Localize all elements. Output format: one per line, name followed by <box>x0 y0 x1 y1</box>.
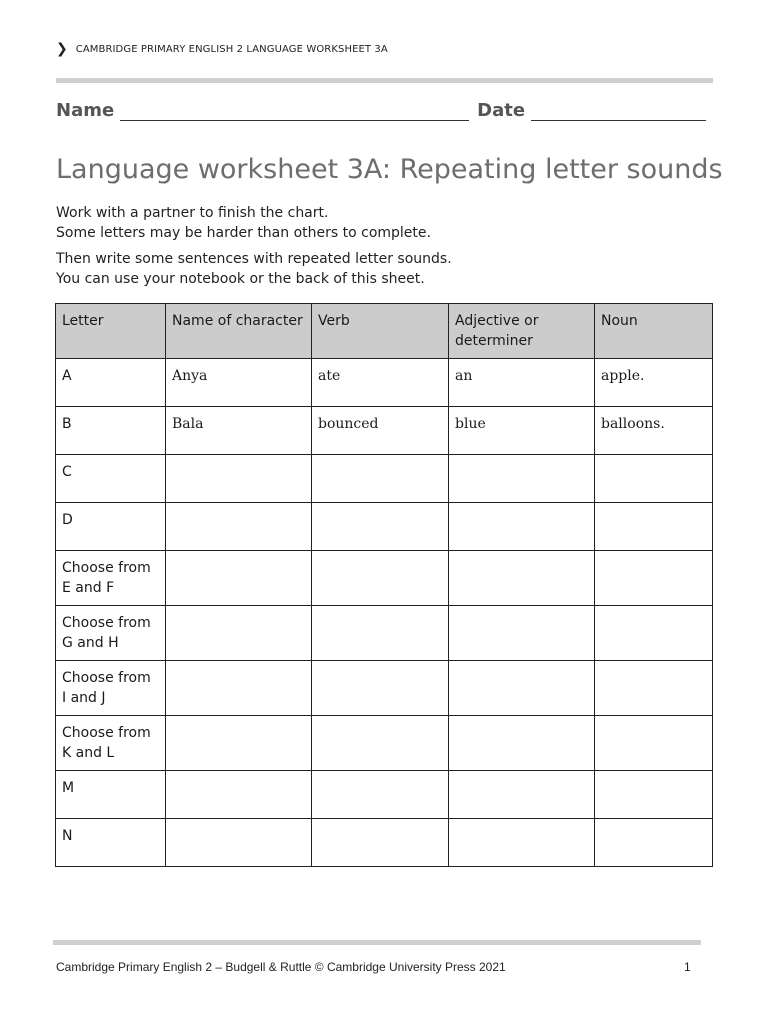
adjective-cell[interactable] <box>449 819 595 867</box>
character-cell[interactable] <box>166 716 312 771</box>
page-number: 1 <box>684 960 691 974</box>
character-cell[interactable] <box>166 771 312 819</box>
verb-cell[interactable] <box>312 606 449 661</box>
noun-cell[interactable] <box>595 771 713 819</box>
character-cell[interactable]: Anya <box>166 359 312 407</box>
letter-cell: Choose from K and L <box>56 716 166 771</box>
name-label: Name <box>56 100 115 121</box>
table-row <box>56 407 713 455</box>
table-header-row <box>56 304 713 359</box>
verb-cell[interactable] <box>312 819 449 867</box>
letter-cell: B <box>56 407 166 455</box>
table-row <box>56 716 713 771</box>
table-row <box>56 606 713 661</box>
table-row <box>56 771 713 819</box>
letter-cell: D <box>56 503 166 551</box>
noun-cell[interactable] <box>595 503 713 551</box>
table-row <box>56 819 713 867</box>
adjective-cell[interactable]: an <box>449 359 595 407</box>
verb-cell[interactable] <box>312 503 449 551</box>
name-field[interactable] <box>120 102 469 121</box>
series-title: CAMBRIDGE PRIMARY ENGLISH 2 LANGUAGE WORKSHEET 3A <box>75 43 388 55</box>
date-label: Date <box>477 100 526 121</box>
character-cell[interactable]: Bala <box>166 407 312 455</box>
footer-divider <box>53 940 701 945</box>
verb-cell[interactable]: ate <box>312 359 449 407</box>
letter-cell: Choose from G and H <box>56 606 166 661</box>
instruction-line: Some letters may be harder than others to complete. <box>56 225 431 241</box>
letter-sounds-chart <box>55 303 713 867</box>
verb-cell[interactable] <box>312 771 449 819</box>
noun-cell[interactable] <box>595 606 713 661</box>
letter-cell: N <box>56 819 166 867</box>
adjective-cell[interactable] <box>449 455 595 503</box>
table-row <box>56 551 713 606</box>
noun-cell[interactable]: apple. <box>595 359 713 407</box>
instruction-line: Work with a partner to finish the chart. <box>56 205 329 221</box>
instruction-line: You can use your notebook or the back of this sheet. <box>56 271 425 287</box>
noun-cell[interactable] <box>595 716 713 771</box>
verb-cell[interactable] <box>312 716 449 771</box>
verb-cell[interactable] <box>312 455 449 503</box>
character-cell[interactable] <box>166 551 312 606</box>
letter-cell: Choose from I and J <box>56 661 166 716</box>
adjective-cell[interactable] <box>449 716 595 771</box>
column-header: Verb <box>312 304 449 359</box>
character-cell[interactable] <box>166 503 312 551</box>
verb-cell[interactable]: bounced <box>312 407 449 455</box>
column-header: Noun <box>595 304 713 359</box>
table-row <box>56 359 713 407</box>
character-cell[interactable] <box>166 606 312 661</box>
instruction-line: Then write some sentences with repeated letter sounds. <box>56 251 452 267</box>
instructions-block-2 <box>56 249 452 289</box>
character-cell[interactable] <box>166 455 312 503</box>
character-cell[interactable] <box>166 819 312 867</box>
column-header: Name of character <box>166 304 312 359</box>
page-title: Language worksheet 3A: Repeating letter sounds <box>56 154 723 185</box>
table-row <box>56 503 713 551</box>
letter-cell: M <box>56 771 166 819</box>
verb-cell[interactable] <box>312 551 449 606</box>
header-divider <box>56 78 713 83</box>
letter-cell: Choose from E and F <box>56 551 166 606</box>
noun-cell[interactable] <box>595 551 713 606</box>
name-date-row <box>56 100 706 121</box>
instructions-block-1 <box>56 203 431 243</box>
letter-cell: C <box>56 455 166 503</box>
date-field[interactable] <box>531 102 706 121</box>
header-bar <box>56 42 388 56</box>
noun-cell[interactable]: balloons. <box>595 407 713 455</box>
adjective-cell[interactable] <box>449 551 595 606</box>
noun-cell[interactable] <box>595 455 713 503</box>
chevron-right-icon: ❯ <box>56 41 68 57</box>
noun-cell[interactable] <box>595 819 713 867</box>
table-row <box>56 661 713 716</box>
adjective-cell[interactable] <box>449 503 595 551</box>
character-cell[interactable] <box>166 661 312 716</box>
noun-cell[interactable] <box>595 661 713 716</box>
adjective-cell[interactable]: blue <box>449 407 595 455</box>
adjective-cell[interactable] <box>449 661 595 716</box>
verb-cell[interactable] <box>312 661 449 716</box>
column-header: Letter <box>56 304 166 359</box>
table-row <box>56 455 713 503</box>
letter-cell: A <box>56 359 166 407</box>
adjective-cell[interactable] <box>449 606 595 661</box>
adjective-cell[interactable] <box>449 771 595 819</box>
footer-credit: Cambridge Primary English 2 – Budgell & Ruttle © Cambridge University Press 2021 <box>56 960 506 974</box>
column-header: Adjective or determiner <box>449 304 595 359</box>
